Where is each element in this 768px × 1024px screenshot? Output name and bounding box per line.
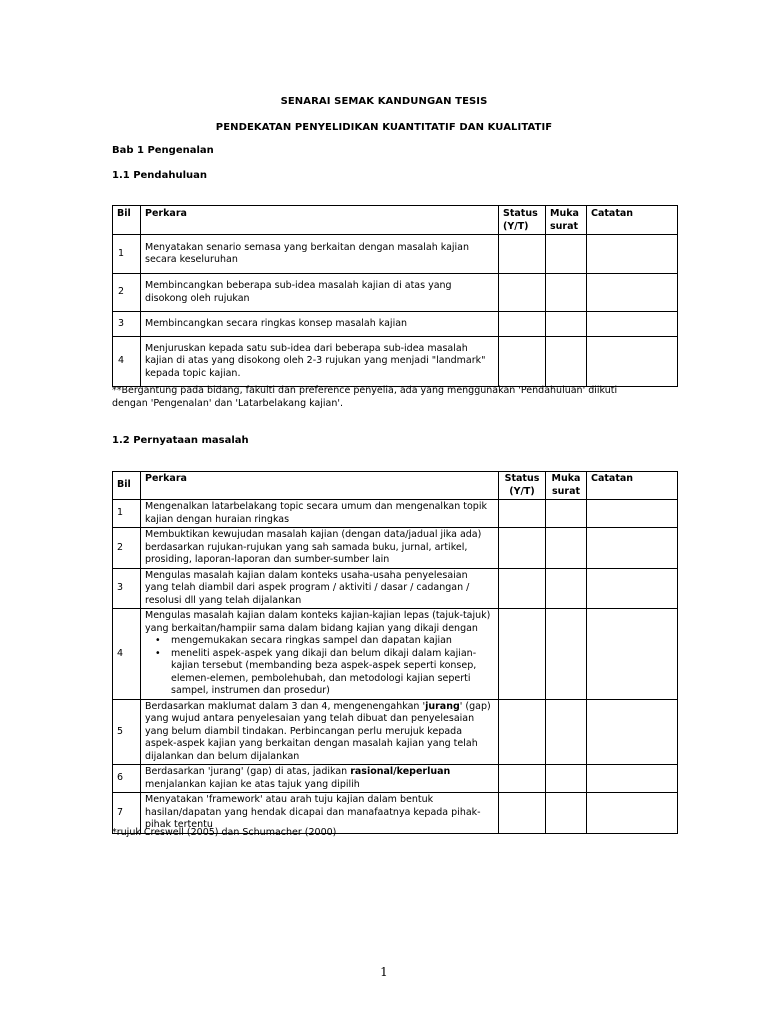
row-number: 3 [113, 568, 141, 609]
catatan-cell[interactable] [587, 609, 678, 700]
table-row [113, 609, 678, 700]
status-cell[interactable] [499, 235, 546, 274]
table-row [113, 528, 678, 569]
row-perkara: Membincangkan secara ringkas konsep masalah kajian [141, 312, 499, 337]
table-header-row [113, 472, 678, 500]
header-status: Status (Y/T) [499, 472, 546, 500]
perkara-text: Berdasarkan 'jurang' (gap) di atas, jadikan [145, 766, 351, 777]
header-perkara: Perkara [141, 206, 499, 235]
document-subtitle: PENDEKATAN PENYELIDIKAN KUANTITATIF DAN KUALITATIF [215, 122, 553, 133]
catatan-cell[interactable] [587, 235, 678, 274]
row-number: 4 [113, 337, 141, 387]
catatan-cell[interactable] [587, 274, 678, 312]
table-header-row [113, 206, 678, 235]
row-perkara [141, 765, 499, 793]
document-title: SENARAI SEMAK KANDUNGAN TESIS [280, 96, 488, 107]
row-number: 3 [113, 312, 141, 337]
row-perkara: Menjuruskan kepada satu sub-idea dari beberapa sub-idea masalah kajian di atas yang disokong oleh 2-3 rujukan yang menjadi "landmark" kepada topic kajian. [141, 337, 499, 387]
catatan-cell[interactable] [587, 312, 678, 337]
header-catatan: Catatan [587, 472, 678, 500]
muka-surat-cell[interactable] [546, 528, 587, 569]
row-number: 6 [113, 765, 141, 793]
table-row [113, 765, 678, 793]
row-number: 1 [113, 235, 141, 274]
table-row [113, 699, 678, 765]
header-muka-surat: Muka surat [546, 206, 587, 235]
row-perkara [141, 699, 499, 765]
catatan-cell[interactable] [587, 500, 678, 528]
row-perkara: Menyatakan senario semasa yang berkaitan dengan masalah kajian secara keseluruhan [141, 235, 499, 274]
row-number: 5 [113, 699, 141, 765]
table-row [113, 235, 678, 274]
muka-surat-cell[interactable] [546, 235, 587, 274]
row-number: 2 [113, 528, 141, 569]
header-status: Status (Y/T) [499, 206, 546, 235]
muka-surat-cell[interactable] [546, 568, 587, 609]
status-cell[interactable] [499, 765, 546, 793]
muka-surat-cell[interactable] [546, 609, 587, 700]
header-perkara: Perkara [141, 472, 499, 500]
row-number: 7 [113, 793, 141, 834]
muka-surat-cell[interactable] [546, 765, 587, 793]
section2-heading: 1.2 Pernyataan masalah [112, 435, 249, 446]
perkara-bold: jurang [425, 700, 460, 712]
row-number: 1 [113, 500, 141, 528]
table-row [113, 312, 678, 337]
catatan-cell[interactable] [587, 793, 678, 834]
catatan-cell[interactable] [587, 699, 678, 765]
catatan-cell[interactable] [587, 528, 678, 569]
muka-surat-cell[interactable] [546, 312, 587, 337]
row-perkara: Menyatakan 'framework' atau arah tuju kajian dalam bentuk hasilan/dapatan yang hendak dicapai dan manafaatnya kepada pihak-pihak tertentu [141, 793, 499, 834]
section1-heading: 1.1 Pendahuluan [112, 170, 207, 181]
status-cell[interactable] [499, 500, 546, 528]
row-perkara-text: Mengulas masalah kajian dalam konteks kajian-kajian lepas (tajuk-tajuk) yang berkaitan/hampiir sama dalam bidang kajian yang dikaji dengan [145, 610, 491, 634]
muka-surat-cell[interactable] [546, 793, 587, 834]
chapter-heading: Bab 1 Pengenalan [112, 145, 214, 156]
status-cell[interactable] [499, 274, 546, 312]
status-cell[interactable] [499, 793, 546, 834]
table-row [113, 274, 678, 312]
perkara-text: Berdasarkan maklumat dalam 3 dan 4, mengenengahkan ' [145, 700, 426, 712]
status-cell[interactable] [499, 699, 546, 765]
list-item: • mengemukakan secara ringkas sampel dan dapatan kajian [171, 635, 494, 648]
table-row [113, 500, 678, 528]
muka-surat-cell[interactable] [546, 337, 587, 387]
section1-note: **Bergantung pada bidang, fakulti dan preference penyelia, ada yang menggunakan 'Pendahuluan' diikuti dengan 'Pengenalan' dan 'Latarbelakang kajian'. [112, 385, 618, 409]
status-cell[interactable] [499, 337, 546, 387]
catatan-cell[interactable] [587, 337, 678, 387]
perkara-text: menjalankan kajian ke atas tajuk yang dipilih [145, 778, 360, 790]
list-item: • meneliti aspek-aspek yang dikaji dan belum dikaji dalam kajian-kajian tersebut (membanding beza aspek-aspek seperti konsep, elemen-elemen, pembolehubah, dan metodologi kajian seperti sampel, instrumen dan prosedur) [171, 648, 494, 698]
header-bil: Bil [113, 472, 141, 500]
section2-note: *rujuk Creswell (2005) dan Schumacher (2000) [112, 827, 337, 838]
row-number: 2 [113, 274, 141, 312]
perkara-text: ' (gap) yang wujud antara penyelesaian yang telah dibuat dan penyelesaian yang belum diambil tindakan. Perbincangan perlu merujuk kepada aspek-aspek kajian yang berkaitan dengan masalah kajian yang telah dijalankan dan belum dijalankan [145, 700, 491, 762]
section1-table [112, 205, 678, 387]
status-cell[interactable] [499, 312, 546, 337]
muka-surat-cell[interactable] [546, 699, 587, 765]
muka-surat-cell[interactable] [546, 274, 587, 312]
header-muka-surat: Muka surat [546, 472, 587, 500]
catatan-cell[interactable] [587, 568, 678, 609]
status-cell[interactable] [499, 528, 546, 569]
row-perkara: Membuktikan kewujudan masalah kajian (dengan data/jadual jika ada) berdasarkan rujukan-rujukan yang sah samada buku, jurnal, artikel, prosiding, laporan-laporan dan sumber-sumber lain [141, 528, 499, 569]
row-perkara: Mengulas masalah kajian dalam konteks usaha-usaha penyelesaian yang telah diambil dari aspek program / aktiviti / dasar / cadangan / resolusi dll yang telah dijalankan [141, 568, 499, 609]
row-perkara: Membincangkan beberapa sub-idea masalah kajian di atas yang disokong oleh rujukan [141, 274, 499, 312]
bullet-list [145, 635, 494, 698]
row-perkara [141, 609, 499, 700]
header-catatan: Catatan [587, 206, 678, 235]
status-cell[interactable] [499, 609, 546, 700]
section2-table [112, 471, 678, 834]
catatan-cell[interactable] [587, 765, 678, 793]
header-bil: Bil [113, 206, 141, 235]
table-row [113, 568, 678, 609]
muka-surat-cell[interactable] [546, 500, 587, 528]
status-cell[interactable] [499, 568, 546, 609]
perkara-bold: rasional/keperluan [350, 766, 451, 777]
row-number: 4 [113, 609, 141, 700]
row-perkara: Mengenalkan latarbelakang topic secara umum dan mengenalkan topik kajian dengan huraian ringkas [141, 500, 499, 528]
table-row [113, 337, 678, 387]
page-number: 1 [380, 965, 388, 979]
